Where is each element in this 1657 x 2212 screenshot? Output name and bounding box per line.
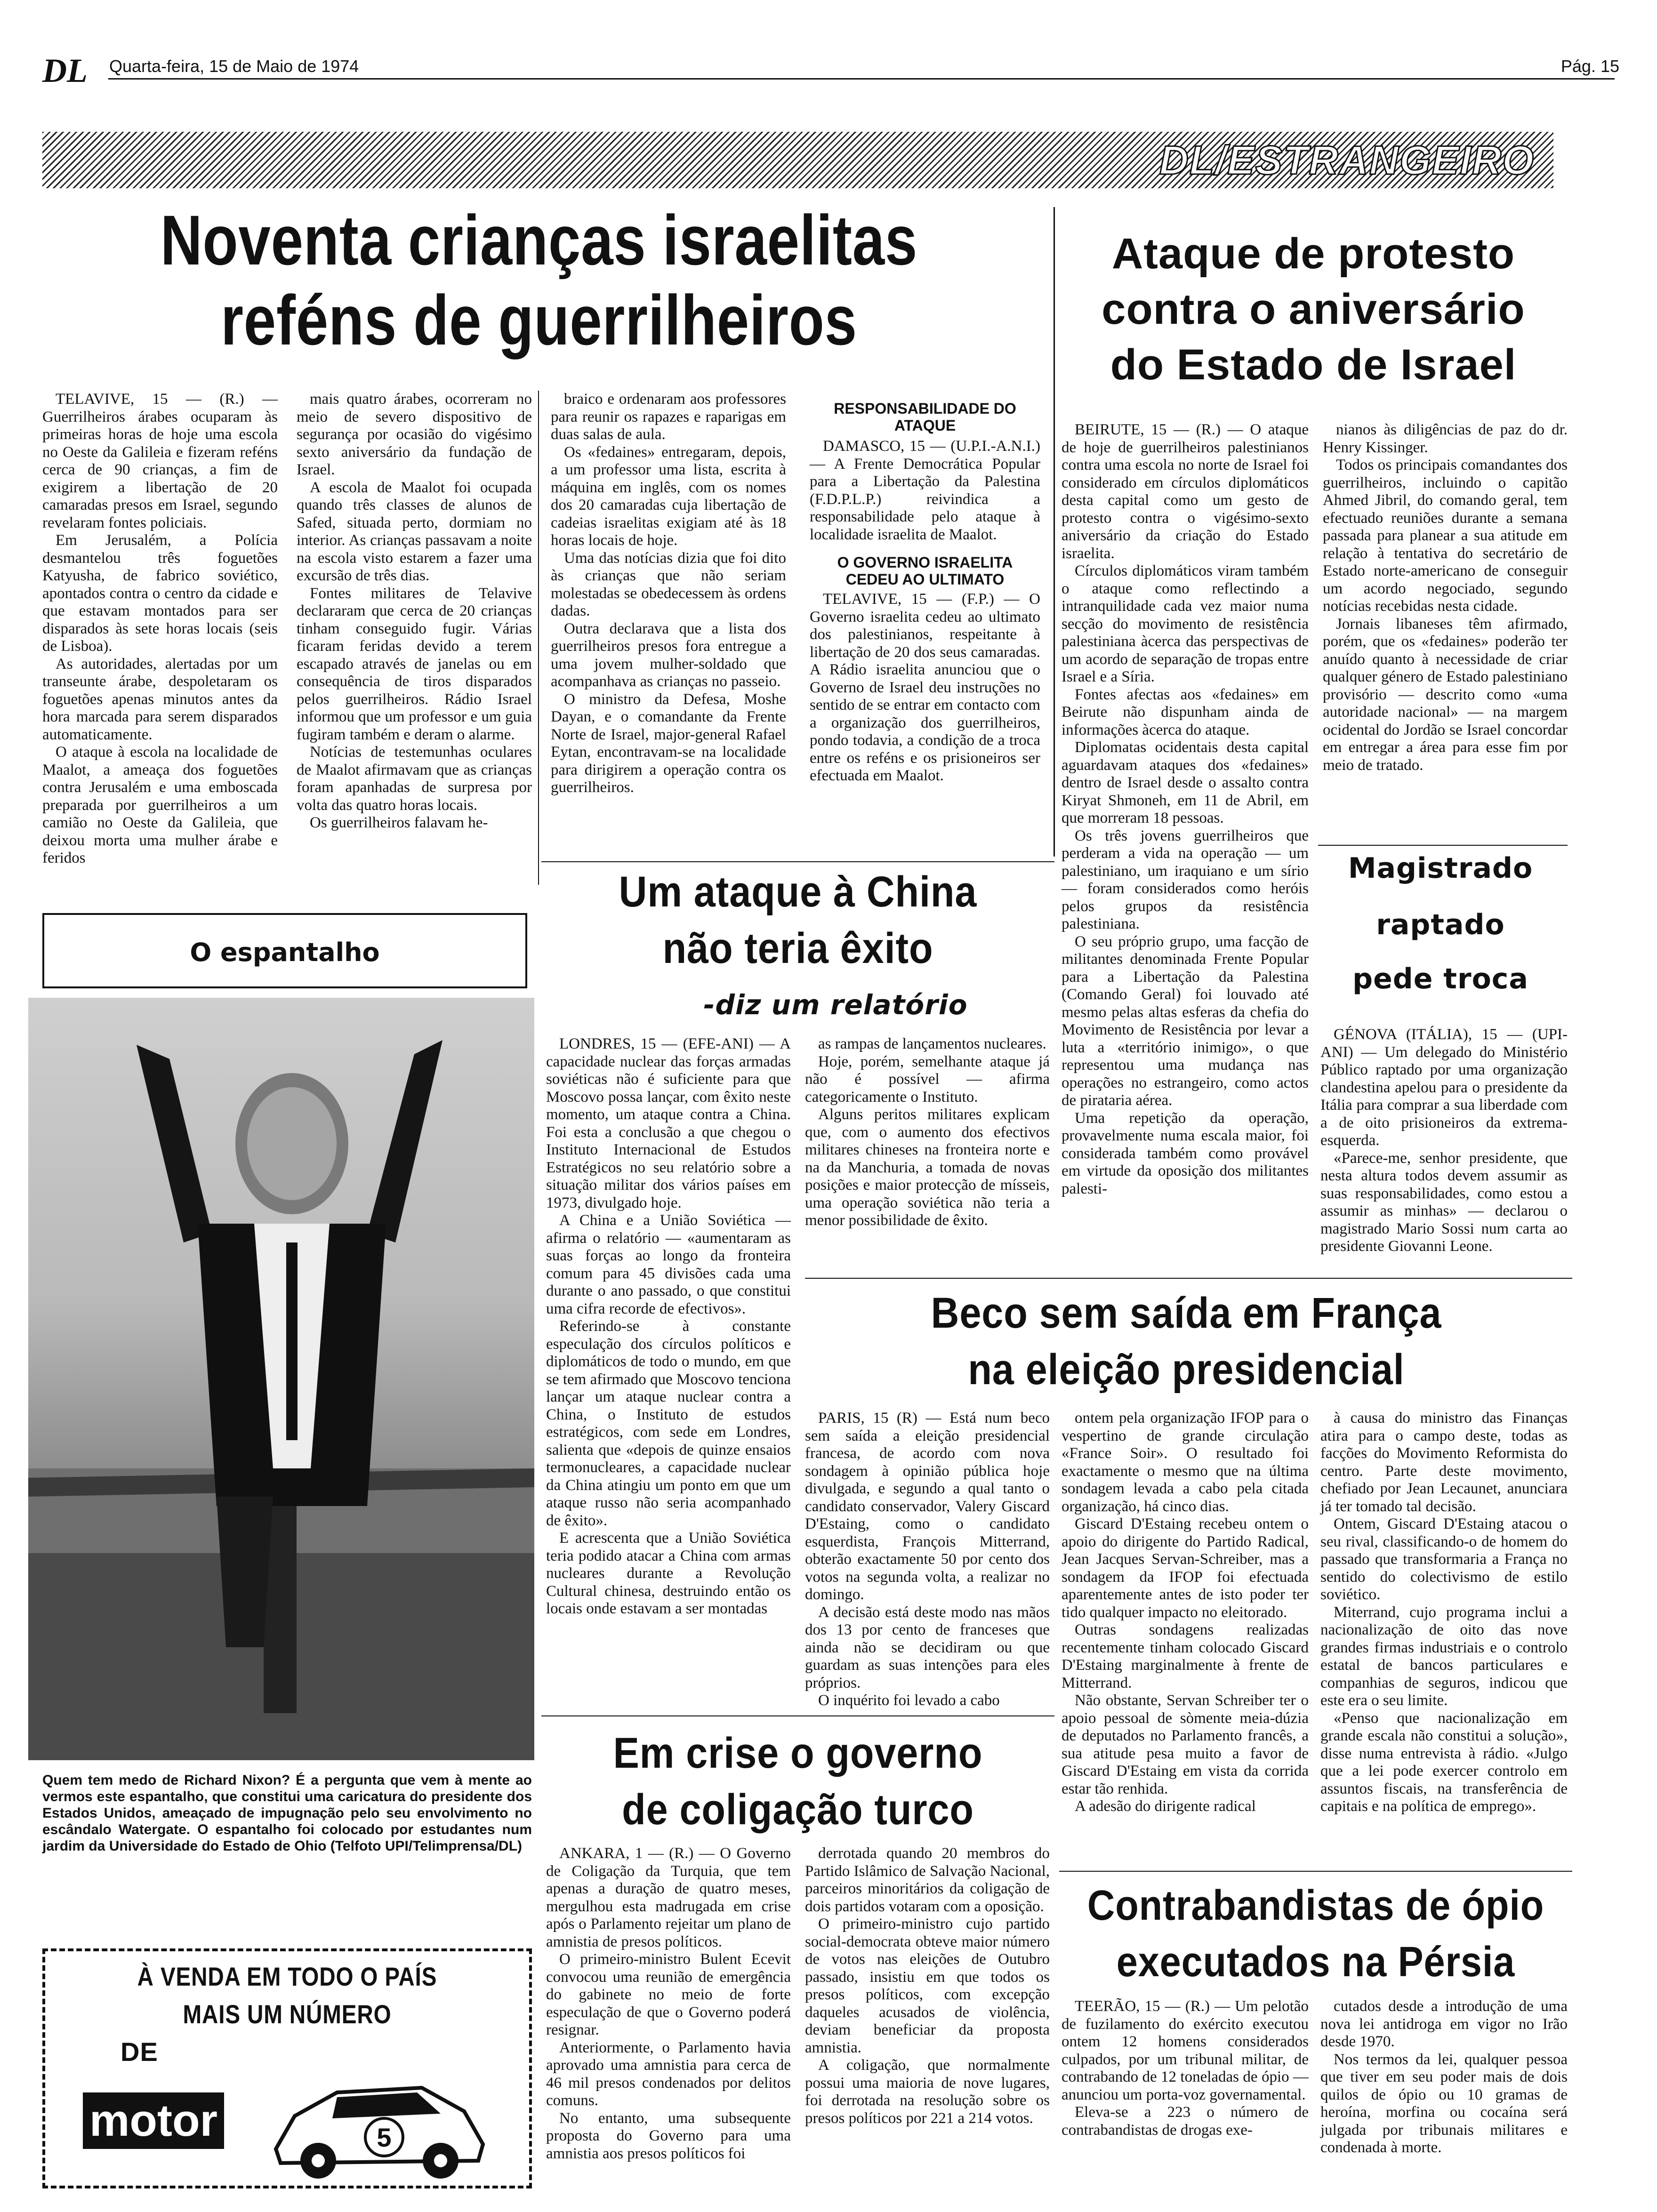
scarecrow-title-box bbox=[42, 913, 527, 988]
headline-opium-2: executados na Pérsia bbox=[1116, 1939, 1515, 1986]
china-col-1: LONDRES, 15 — (EFE-ANI) — A capacidade nuclear das forças armadas soviéticas não é suficiente para que Moscovo possa lançar, com êxito neste momento, um ataque contra a China. Foi esta a conclusão a que chegou o Instituto Internacional de Estudos Estratégicos no seu relatório sobre a situação militar dos vários países em 1973, divulgado hoje. A China e a União Soviética — afirma o relatório — «aumentaram as suas forças ao longo da fronteira comum para 45 divisões cada uma durante o ano passado, o que constitui uma cifra recorde de efectivos». Referindo-se à constante especulação dos círculos políticos e diplomáticos de todo o mundo, em que se tem afirmado que Moscovo tenciona lançar um ataque nuclear contra a China, o Instituto de estudos estratégicos, com sede em Londres, salienta que «depois de quinze ensaios termonucleares, a capacidade nuclear da China atingiu um ponto em que um ataque russo não seria acompanhado de êxito». E acrescenta que a União Soviética teria podido atacar a China com armas nucleares durante a Revolução Cultural chinesa, destruindo então os locais onde estavam a ser montadas bbox=[546, 1035, 791, 1617]
scarecrow-title: O espantalho bbox=[190, 938, 380, 967]
rally-car-illustration bbox=[266, 2060, 492, 2182]
column-rule-children bbox=[538, 391, 539, 885]
motor-logo bbox=[83, 2092, 224, 2149]
france-col-3: à causa do ministro das Finanças atira para o campo deste, todas as facções do Movimento Reformista do centro. Parte deste movimento, chefiado por Jean Lecaunet, anunciara já ter tomado tal decisão. Ontem, Giscard D'Estaing atacou o seu rival, classificando-o de homem do passado que transformaria a França no sentido do colectivismo de estilo soviético. Miterrand, cujo programa inclui a nacionalização de oito das nove grandes firmas industriais e o controlo estatal de bancos particulares e companhias de seguros, indicou que este era o seu limite. «Penso que nacionalização em grande escala não constitui a solução», disse numa entrevista à rádio. «Julgo que a lei pode exercer controlo em assuntos fiscais, na transferência de capitais e na política de emprego». bbox=[1320, 1410, 1568, 1815]
issue-date: Quarta-feira, 15 de Maio de 1974 bbox=[109, 56, 359, 76]
motor-ad bbox=[42, 1948, 532, 2188]
subhead-responsibility: RESPONSABILIDADE DO ATAQUE bbox=[834, 400, 1016, 434]
scarecrow-illustration bbox=[28, 998, 534, 1760]
france-col-1: PARIS, 15 (R) — Está num beco sem saída a eleição presidencial francesa, de acordo com nova sondagem à opinião pública hoje divulgada, e segundo a qual tanto o candidato conservador, Valery Giscard D'Estaing, como o candidato esquerdista, François Mitterrand, obterão exactamente 50 por cento dos votos na segunda volta, a realizar no domingo. A decisão está deste modo nas mãos dos 13 por cento de franceses que ainda não se decidiram ou que guardam as suas intenções para eles próprios. O inquérito foi levado a cabo bbox=[805, 1410, 1050, 1709]
page-number: Pág. 15 bbox=[1560, 56, 1619, 76]
section-banner bbox=[42, 132, 1553, 188]
turkey-top-rule bbox=[541, 1715, 1054, 1716]
scarecrow-caption: Quem tem medo de Richard Nixon? É a pergunta que vem à mente ao vermos este espantalho, que constitui uma caricatura do presidente dos Estados Unidos, ameaçado de impugnação pelo seu envolvimento no escândalo Watergate. O espantalho foi colocado por estudantes num jardim da Universidade do Estado de Ohio (Telfoto UPI/Telimprensa/DL) bbox=[42, 1772, 532, 1854]
genova-box-rule bbox=[1318, 845, 1568, 846]
opium-col-2: cutados desde a introdução de uma nova lei antidroga em vigor no Irão desde 1970. Nos termos da lei, qualquer pessoa que tiver em seu poder mais de dois quilos de ópio ou 10 gramas de heroína, morfina ou cocaína será julgada por tribunais militares e condenada à morte. bbox=[1320, 1998, 1568, 2156]
subhead-ultimatum: O GOVERNO ISRAELITA CEDEU AO ULTIMATO bbox=[837, 554, 1013, 588]
headline-children-2: reféns de guerrilheiros bbox=[221, 281, 857, 360]
ad-line-2: MAIS UM NÚMERO bbox=[183, 1999, 392, 2029]
headline-protest: Ataque de protesto contra o aniversário do Estado de Israel bbox=[1102, 230, 1525, 389]
headline-france-2: na eleição presidencial bbox=[968, 1346, 1405, 1394]
children-col-4: RESPONSABILIDADE DO ATAQUE DAMASCO, 15 — (U.P.I.-A.N.I.) — A Frente Democrática Popular para a Libertação da Palestina (F.D.P.L.P.) reivindica a responsabilidade pelo ataque à localidade israelita de Maalot. O GOVERNO ISRAELITA CEDEU AO ULTIMATO TELAVIVE, 15 — (F.P.) — O Governo israelita cedeu ao ultimato dos palestinianos, respeitante à libertação de 20 dos seus camaradas. A Rádio israelita anunciou que o Governo de Israel deu instruções no sentido de se entrar em contacto com a organização dos guerrilheiros, pondo todavia, a condição de a troca entre os reféns e os prisioneiros ser efectuada em Maalot. bbox=[810, 400, 1040, 784]
turkey-col-1: ANKARA, 1 — (R.) — O Governo de Coligação da Turquia, que tem apenas a duração de quatro meses, mergulhou esta madrugada em crise após o Parlamento rejeitar um plano de amnistia de presos políticos. O primeiro-ministro Bulent Ecevit convocou uma reunião de emergência do gabinete no meio de forte especulação de que o Governo poderá resignar. Anteriormente, o Parlamento havia aprovado uma amnistia para cerca de 46 mil presos condenados por delitos comuns. No entanto, uma subsequente proposta do Governo para uma amnistia aos presos políticos foi bbox=[546, 1845, 791, 2162]
children-col-1: TELAVIVE, 15 — (R.) — Guerrilheiros árabes ocuparam às primeiras horas de hoje uma escola no Oeste da Galileia e fizeram reféns cerca de 90 crianças, a fim de exigirem a libertação de 20 camaradas presos em Israel, segundo revelaram fontes policiais. Em Jerusalém, a Polícia desmantelou três foguetões Katyusha, de fabrico soviético, apontados contra o centro da cidade e que estavam montados para ser disparados às sete horas locais (seis de Lisboa). As autoridades, alertadas por um transeunte árabe, despoletaram os foguetões apenas minutos antes da hora marcada para serem disparados automaticamente. O ataque à escola na localidade de Maalot, a ameaça dos foguetões contra Jerusalém e uma emboscada preparada por guerrilheiros a um camião no Oeste da Galileia, que deixou morta uma mulher árabe e feridos bbox=[42, 391, 278, 866]
france-col-2: ontem pela organização IFOP para o vespertino de grande circulação «France Soir». O resultado foi exactamente o mesmo que na última sondagem levada a cabo pela citada organização, há cinco dias. Giscard D'Estaing recebeu ontem o apoio do dirigente do Partido Radical, Jean Jacques Servan-Schreiber, mas a sondagem da IFOP foi efectuada aparentemente antes de isto poder ter tido qualquer impacto no eleitorado. Outras sondagens realizadas recentemente tinham colocado Giscard D'Estaing marginalmente à frente de Mitterrand. Não obstante, Servan Schreiber ter o apoio pessoal de sòmente meia-dúzia de deputados no Parlamento francês, a sua atitude pesa muito a favor de Giscard D'Estaing em vista da corrida estar tão renhida. A adesão do dirigente radical bbox=[1062, 1410, 1309, 1815]
opium-col-1: TEERÃO, 15 — (R.) — Um pelotão de fuzilamento do exército executou ontem 12 homens considerados culpados, por um tribunal militar, de contrabando de 12 toneladas de ópio — anunciou um porta-voz governamental. Eleva-se a 223 o número de contrabandistas de drogas exe- bbox=[1062, 1998, 1309, 2139]
headline-france-1: Beco sem saída em França bbox=[931, 1289, 1442, 1337]
opium-top-rule bbox=[1059, 1871, 1572, 1872]
headline-genova-2: raptado bbox=[1376, 908, 1505, 941]
headline-opium-1: Contrabandistas de ópio bbox=[1087, 1882, 1544, 1929]
header-rule bbox=[108, 78, 1615, 80]
ad-line-3: DE bbox=[121, 2037, 158, 2067]
protest-col-2: nianos às diligências de paz do dr. Henry Kissinger. Todos os principais comandantes dos guerrilheiros, incluindo o capitão Ahmed Jibril, do comando geral, tem efectuado reuniões durante a semana passada para planear a sua atitude em relação à tentativa do secretário de Estado norte-americano de conseguir um acordo negociado, segundo notícias recebidas nesta cidade. Jornais libaneses têm afirmado, porém, que os «fedaines» poderão ter anuído quanto à necessidade de criar qualquer género de Estado palestiniano provisório — descrito como «uma autoridade nacional» — na margem ocidental do Jordão se Israel concordar em entregar a área para esse fim por meio de tratado. bbox=[1323, 421, 1568, 774]
section-label: DL/ESTRANGEIRO bbox=[1159, 138, 1535, 183]
turkey-col-2: derrotada quando 20 membros do Partido Islâmico de Salvação Nacional, parceiros minoritários da coligação de dois partidos votaram com a oposição. O primeiro-ministro cujo partido social-democrata obteve maior número de votos nas eleições de Outubro passado, insistiu em que todos os presos políticos, com excepção daqueles acusados de violência, deviam beneficiar da proposta amnistia. A coligação, que normalmente possui uma maioria de nove lugares, foi derrotada na resolução sobre os presos políticos por 221 a 214 votos. bbox=[805, 1845, 1050, 2127]
children-col-3: braico e ordenaram aos professores para reunir os rapazes e raparigas em duas salas de aula. Os «fedaines» entregaram, depois, a um professor uma lista, escrita à máquina em inglês, com os nomes dos 20 camaradas cuja libertação de cadeias israelitas exigiam até às 18 horas locais de hoje. Uma das notícias dizia que foi dito às crianças que não seriam molestadas se obedecessem às ordens dadas. Outra declarava que a lista dos guerrilheiros presos fora entregue a uma jovem mulher-soldado que acompanhava as crianças no passeio. O ministro da Defesa, Moshe Dayan, e o comandante da Frente Norte de Israel, major-general Rafael Eytan, encontravam-se na localidade para dirigirem a operação contra os guerrilheiros. bbox=[551, 391, 786, 796]
car-number: 5 bbox=[377, 2123, 392, 2152]
headline-children-1: Noventa crianças israelitas bbox=[160, 200, 918, 280]
ad-line-1: À VENDA EM TODO O PAÍS bbox=[137, 1962, 437, 1991]
france-top-rule bbox=[805, 1278, 1572, 1279]
china-col-2: as rampas de lançamentos nucleares. Hoje, porém, semelhante ataque já não é possível — afirma categoricamente o Instituto. Alguns peritos militares explicam que, com o aumento dos efectivos militares chineses na fronteira norte e na da Manchuria, a tomada de novas posições e maior protecção de mísseis, uma operação soviética não teria a menor possibilidade de êxito. bbox=[805, 1035, 1050, 1229]
china-top-rule bbox=[541, 861, 1054, 862]
headline-china-2: não teria êxito bbox=[662, 924, 933, 972]
headline-genova-3: pede troca bbox=[1352, 962, 1528, 995]
subtitle-china: -diz um relatório bbox=[703, 989, 968, 1021]
genova-body: GÉNOVA (ITÁLIA), 15 — (UPI-ANI) — Um delegado do Ministério Público raptado por uma organização clandestina apelou para o presidente da Itália para comprar a sua liberdade com a de oito prisioneiros da extrema-esquerda. «Parece-me, senhor presidente, que nesta altura todos devem assumir as suas responsabilidades, como estou a assumir as minhas» — declarou o magistrado Mario Sossi num carta ao presidente Giovanni Leone. bbox=[1320, 1026, 1568, 1255]
column-rule-right bbox=[1054, 207, 1055, 857]
headline-turkey-1: Em crise o governo bbox=[613, 1729, 983, 1777]
motor-logo-text: motor bbox=[89, 2095, 217, 2146]
protest-col-1: BEIRUTE, 15 — (R.) — O ataque de hoje de guerrilheiros palestinianos contra uma escola no norte de Israel foi considerado em círculos diplomáticos desta capital como um gesto de protesto contra o vigésimo-sexto aniversário da criação do Estado israelita. Círculos diplomáticos viram também o ataque como reflectindo a intranquilidade cada vez maior numa secção do movimento de resistência palestiniana àcerca das perspectivas de um acordo de separação de tropas entre Israel e a Síria. Fontes afectas aos «fedaines» em Beirute não dispunham ainda de informações àcerca do ataque. Diplomatas ocidentais desta capital aguardavam ataques dos «fedaines» dentro de Israel desde o assalto contra Kiryat Shmoneh, em 11 de Abril, em que morreram 18 pessoas. Os três jovens guerrilheiros que perderam a vida na operação — um palestiniano, um iraquiano e um sírio — foram considerados como heróis pelos grupos da resistência palestiniana. O seu próprio grupo, uma facção de militantes denominada Frente Popular para a Libertação da Palestina (Comando Geral) foi louvado até mesmo pelas altas esferas da chefia do Movimento de Resistência por levar a luta a «território inimigo», o que representou uma mudança nas operações no estrangeiro, como actos de pirataria aérea. Uma repetição da operação, provavelmente numa escala maior, foi considerada também como provável em virtude da oposição dos militantes palesti- bbox=[1062, 421, 1309, 1197]
headline-turkey-2: de coligação turco bbox=[622, 1786, 974, 1834]
masthead-logo: DL bbox=[42, 52, 88, 89]
headline-china-1: Um ataque à China bbox=[619, 868, 977, 916]
scarecrow-photo bbox=[28, 998, 534, 1760]
headline-genova-1: Magistrado bbox=[1348, 852, 1533, 885]
children-col-2: mais quatro árabes, ocorreram no meio de severo dispositivo de segurança por ocasião do vigésimo sexto aniversário da fundação de Israel. A escola de Maalot foi ocupada quando três classes de alunos de Safed, situada perto, dormiam no interior. As crianças passavam a noite na escola visto estarem a fazer uma excursão de três dias. Fontes militares de Telavive declararam que cerca de 20 crianças tinham conseguido fugir. Várias ficaram feridas devido a terem escapado através de janelas ou em consequência de tiros disparados pelos guerrilheiros. Rádio Israel informou que um professor e um guia fugiram também e deram o alarme. Notícias de testemunhas oculares de Maalot afirmavam que as crianças foram apanhadas de surpresa por volta das quatro horas locais. Os guerrilheiros falavam he- bbox=[297, 391, 532, 831]
